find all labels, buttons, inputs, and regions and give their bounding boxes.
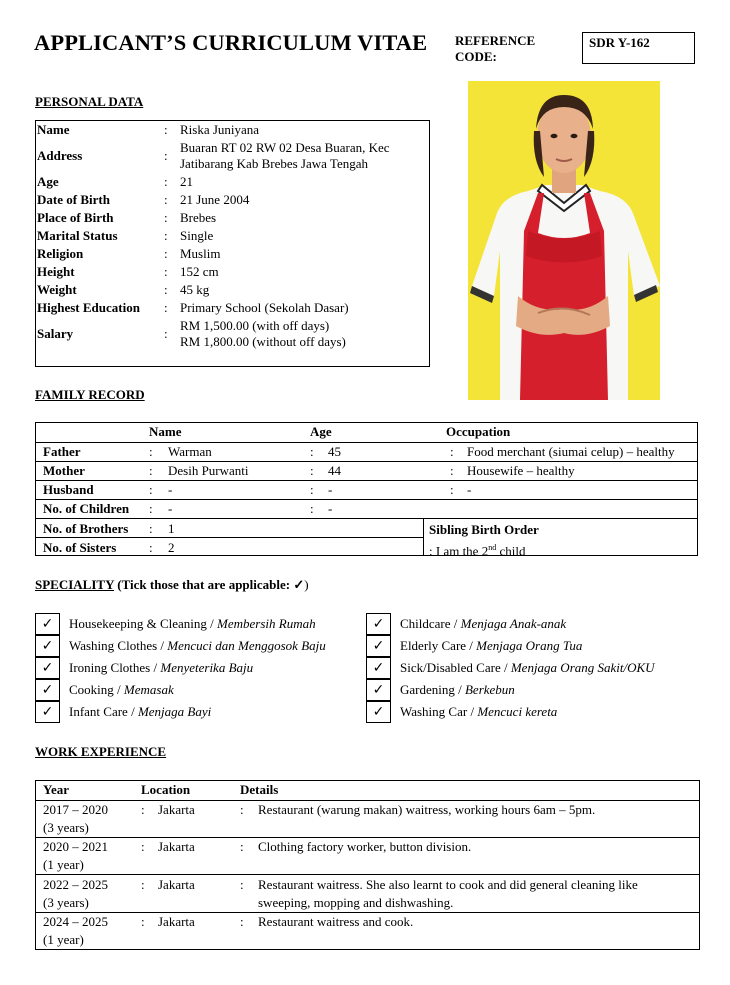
education-value: Primary School (Sekolah Dasar) — [180, 300, 349, 315]
family-row-brothers: No. of Brothers : 1 — [36, 518, 423, 537]
dob-value: 21 June 2004 — [180, 192, 250, 207]
family-header-row — [36, 423, 697, 442]
reference-code-box: SDR Y-162 — [582, 32, 695, 64]
row-pob: Place of Birth : Brebes — [36, 209, 429, 227]
work-experience-heading: WORK EXPERIENCE — [35, 744, 167, 759]
row-height: Height : 152 cm — [36, 263, 429, 281]
family-record-heading: FAMILY RECORD — [35, 387, 145, 402]
family-row-sisters: No. of Sisters : 2 — [36, 537, 423, 556]
col-location-header: Location — [141, 782, 191, 797]
pob-value: Brebes — [180, 210, 217, 225]
speciality-heading: SPECIALITY (Tick those that are applicable: ✓) — [35, 577, 309, 592]
family-row-husband: Husband : - : - : - — [36, 480, 697, 499]
height-value: 152 cm — [180, 264, 219, 279]
col-details-header: Details — [240, 782, 279, 797]
row-religion: Religion : Muslim — [36, 245, 429, 263]
family-row-children: No. of Children : - : - — [36, 499, 697, 518]
checkbox-checked-icon[interactable]: ✓ — [35, 635, 60, 657]
checkbox-checked-icon[interactable]: ✓ — [35, 679, 60, 701]
family-record-table — [35, 422, 698, 559]
work-row-2: 2020 – 2021 (1 year) : Jakarta : Clothing factory worker, button division. — [36, 837, 699, 874]
checkbox-checked-icon[interactable]: ✓ — [366, 635, 391, 657]
col-age-header: Age — [310, 424, 332, 439]
col-occupation-header: Occupation — [446, 424, 511, 439]
checkbox-checked-icon[interactable]: ✓ — [35, 701, 60, 723]
age-value: 21 — [180, 174, 193, 189]
row-marital: Marital Status : Single — [36, 227, 429, 245]
checkbox-checked-icon[interactable]: ✓ — [366, 701, 391, 723]
applicant-photo-illustration — [468, 81, 660, 400]
family-row-mother: Mother : Desih Purwanti : 44 : Housewife – healthy — [36, 461, 697, 480]
row-salary: Salary : RM 1,500.00 (with off days) RM 1,800.00 (without off days) — [36, 317, 429, 351]
weight-value: 45 kg — [180, 282, 210, 297]
checkbox-checked-icon[interactable]: ✓ — [35, 613, 60, 635]
work-experience-table — [35, 780, 700, 950]
applicant-photo — [468, 81, 660, 400]
row-dob: Date of Birth : 21 June 2004 — [36, 191, 429, 209]
religion-value: Muslim — [180, 246, 221, 261]
col-name-header: Name — [149, 424, 182, 439]
name-value: Riska Juniyana — [180, 122, 260, 137]
row-name: Name : Riska Juniyana — [36, 121, 429, 139]
row-address: Address : Buaran RT 02 RW 02 Desa Buaran, Kec Jatibarang Kab Brebes Jawa Tengah — [36, 139, 429, 173]
checkbox-checked-icon[interactable]: ✓ — [366, 657, 391, 679]
col-year-header: Year — [43, 782, 69, 797]
checkbox-checked-icon[interactable]: ✓ — [366, 613, 391, 635]
work-row-3: 2022 – 2025 (3 years) : Jakarta : Restaurant waitress. She also learnt to cook and did general cleaning like sweeping, mopping and dishwashing. — [36, 874, 699, 912]
sibling-birth-order-cell — [423, 518, 697, 559]
work-row-4: 2024 – 2025 (1 year) : Jakarta : Restaurant waitress and cook. — [36, 912, 699, 949]
work-header-row — [36, 781, 699, 800]
checkbox-checked-icon[interactable]: ✓ — [35, 657, 60, 679]
marital-value: Single — [180, 228, 214, 243]
sibling-birth-order-heading: Sibling Birth Order — [429, 522, 539, 537]
salary-value: RM 1,500.00 (with off days) RM 1,800.00 (without off days) — [180, 318, 346, 349]
family-row-father: Father : Warman : 45 : Food merchant (siumai celup) – healthy — [36, 442, 697, 461]
work-row-1: 2017 – 2020 (3 years) : Jakarta : Restaurant (warung makan) waitress, working hours 6am – 5pm. — [36, 800, 699, 837]
row-age: Age : 21 — [36, 173, 429, 191]
row-education: Highest Education : Primary School (Sekolah Dasar) — [36, 299, 429, 317]
sibling-birth-order-value: : I am the 2nd child — [429, 543, 526, 559]
page-title: APPLICANT’S CURRICULUM VITAE — [34, 30, 428, 55]
row-weight: Weight : 45 kg — [36, 281, 429, 299]
personal-data-heading: PERSONAL DATA — [35, 94, 144, 109]
checkbox-checked-icon[interactable]: ✓ — [366, 679, 391, 701]
address-value: Buaran RT 02 RW 02 Desa Buaran, Kec Jatibarang Kab Brebes Jawa Tengah — [180, 140, 390, 171]
personal-data-table — [35, 120, 430, 367]
reference-code-label: REFERENCE CODE: — [455, 33, 536, 64]
